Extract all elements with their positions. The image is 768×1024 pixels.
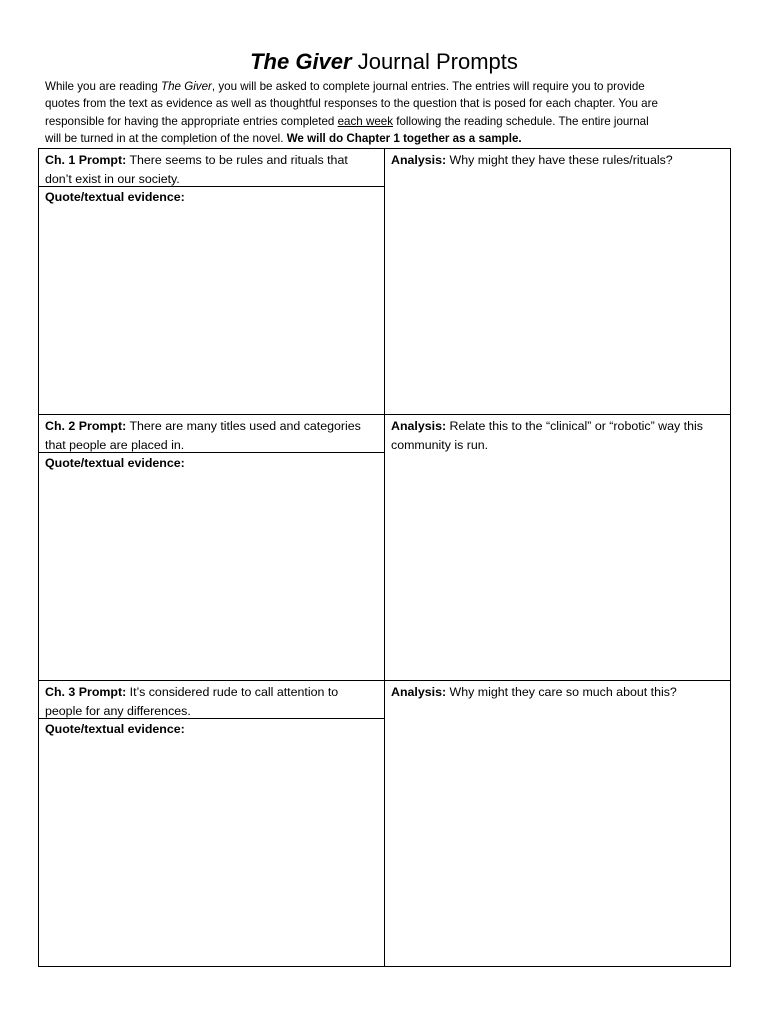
evidence-cell[interactable]	[39, 415, 385, 680]
evidence-label: Quote/textual evidence:	[45, 722, 185, 736]
title-suffix: Journal Prompts	[351, 49, 518, 74]
instructions-text: responsible for having the appropriate entries completed	[45, 114, 338, 128]
instructions-book-name: The Giver	[161, 80, 212, 93]
evidence-cell[interactable]	[39, 681, 385, 966]
analysis-text: Why might they care so much about this?	[446, 685, 677, 699]
analysis-label: Analysis:	[391, 685, 447, 699]
prompt-label: Ch. 2 Prompt:	[45, 419, 127, 433]
instructions-text: following the reading schedule. The entire journal	[393, 114, 649, 128]
instructions-text: will be turned in at the completion of the novel.	[45, 132, 287, 146]
analysis-prompt	[391, 151, 725, 170]
instructions-line-4	[45, 130, 735, 147]
prompt-cell	[39, 149, 384, 187]
prompt-cell	[39, 415, 384, 453]
instructions-line-1	[45, 78, 735, 95]
prompt-cell	[39, 681, 384, 719]
analysis-cell[interactable]	[385, 681, 730, 966]
analysis-prompt	[391, 683, 725, 702]
prompt-text: It’s considered rude to call attention to people for any differences.	[45, 685, 339, 718]
evidence-label: Quote/textual evidence:	[45, 456, 185, 470]
instructions-text: , you will be asked to complete journal entries. The entries will require you to provide	[211, 80, 645, 93]
analysis-label: Analysis:	[391, 419, 447, 433]
instructions-text: While you are reading	[45, 80, 161, 93]
analysis-text: Relate this to the “clinical” or “robotic” way this community is run.	[391, 419, 703, 452]
analysis-cell[interactable]	[385, 149, 730, 414]
prompt-text: There seems to be rules and rituals that don’t exist in our society.	[45, 153, 348, 186]
instructions-underlined-text: each week	[337, 114, 394, 128]
journal-row-chapter-1	[39, 149, 730, 415]
instructions-paragraph	[45, 78, 735, 148]
title-book-name: The Giver	[250, 49, 352, 74]
prompt-text: There are many titles used and categories that people are placed in.	[45, 419, 361, 452]
evidence-label: Quote/textual evidence:	[45, 190, 185, 204]
instructions-line-3	[45, 113, 735, 130]
analysis-text: Why might they have these rules/rituals?	[446, 153, 673, 167]
prompt-label: Ch. 1 Prompt:	[45, 153, 127, 167]
instructions-line-2: quotes from the text as evidence as well as thoughtful responses to the question that is posed for each chapter. You are	[45, 97, 658, 111]
analysis-label: Analysis:	[391, 153, 447, 167]
analysis-cell[interactable]	[385, 415, 730, 680]
journal-row-chapter-3	[39, 681, 730, 966]
evidence-cell[interactable]	[39, 149, 385, 414]
journal-table	[38, 148, 731, 967]
prompt-label: Ch. 3 Prompt:	[45, 685, 127, 699]
page-title	[0, 47, 768, 77]
journal-row-chapter-2	[39, 415, 730, 681]
instructions-sample-note: We will do Chapter 1 together as a sample.	[286, 132, 522, 146]
analysis-prompt	[391, 417, 725, 454]
